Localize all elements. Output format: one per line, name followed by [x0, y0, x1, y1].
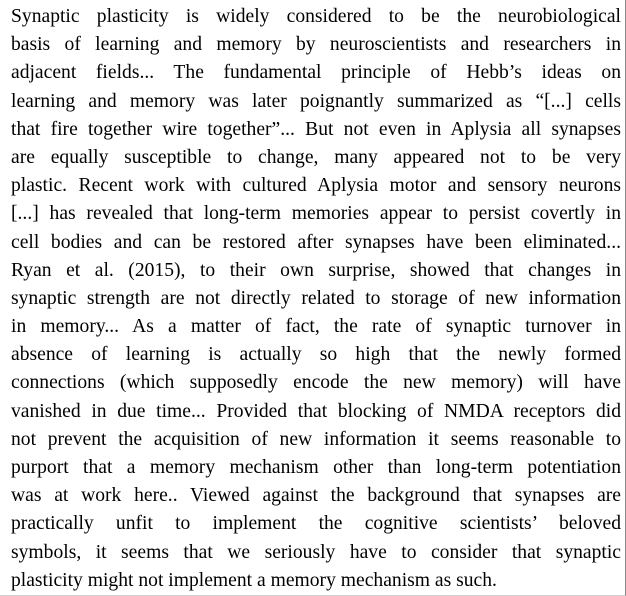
text-line-7: plastic. Recent work with cultured Aplysia motor and sensory neurons	[11, 175, 621, 197]
text-line-20: symbols, it seems that we seriously have to consider that synaptic	[11, 541, 621, 563]
text-line-4: learning and memory was later poignantly summarized as “[...] cells	[11, 90, 621, 112]
text-line-5: that fire together wire together”... But not even in Aplysia all synapses	[11, 118, 621, 140]
text-line-17: purport that a memory mechanism other than long-term potentiation	[11, 457, 621, 478]
text-line-19: practically unfit to implement the cognitive scientists’ beloved	[11, 513, 621, 535]
text-line-14: connections (which supposedly encode the new memory) will have	[11, 372, 621, 394]
text-line-13: absence of learning is actually so high that the newly formed	[11, 344, 621, 366]
quote-paragraph	[11, 3, 621, 595]
text-line-10: Ryan et al. (2015), to their own surprise, showed that changes in	[11, 259, 621, 281]
text-line-2: basis of learning and memory by neuroscientists and researchers in	[11, 34, 621, 56]
text-line-16: not prevent the acquisition of new information it seems reasonable to	[11, 428, 621, 450]
text-line-18: was at work here.. Viewed against the background that synapses are	[11, 485, 621, 507]
text-line-15: vanished in due time... Provided that blocking of NMDA receptors did	[11, 400, 621, 422]
text-line-21: plasticity might not implement a memory mechanism as such.	[11, 569, 497, 591]
text-line-6: are equally susceptible to change, many appeared not to be very	[11, 146, 621, 168]
text-line-9: cell bodies and can be restored after synapses have been eliminated...	[11, 231, 621, 253]
text-line-1: Synaptic plasticity is widely considered to be the neurobiological	[11, 6, 621, 27]
text-line-11: synaptic strength are not directly related to storage of new information	[11, 287, 621, 309]
text-line-3: adjacent fields... The fundamental principle of Hebb’s ideas on	[11, 62, 621, 84]
text-line-12: in memory... As a matter of fact, the rate of synaptic turnover in	[11, 316, 621, 338]
text-line-8: [...] has revealed that long-term memories appear to persist covertly in	[11, 203, 621, 225]
